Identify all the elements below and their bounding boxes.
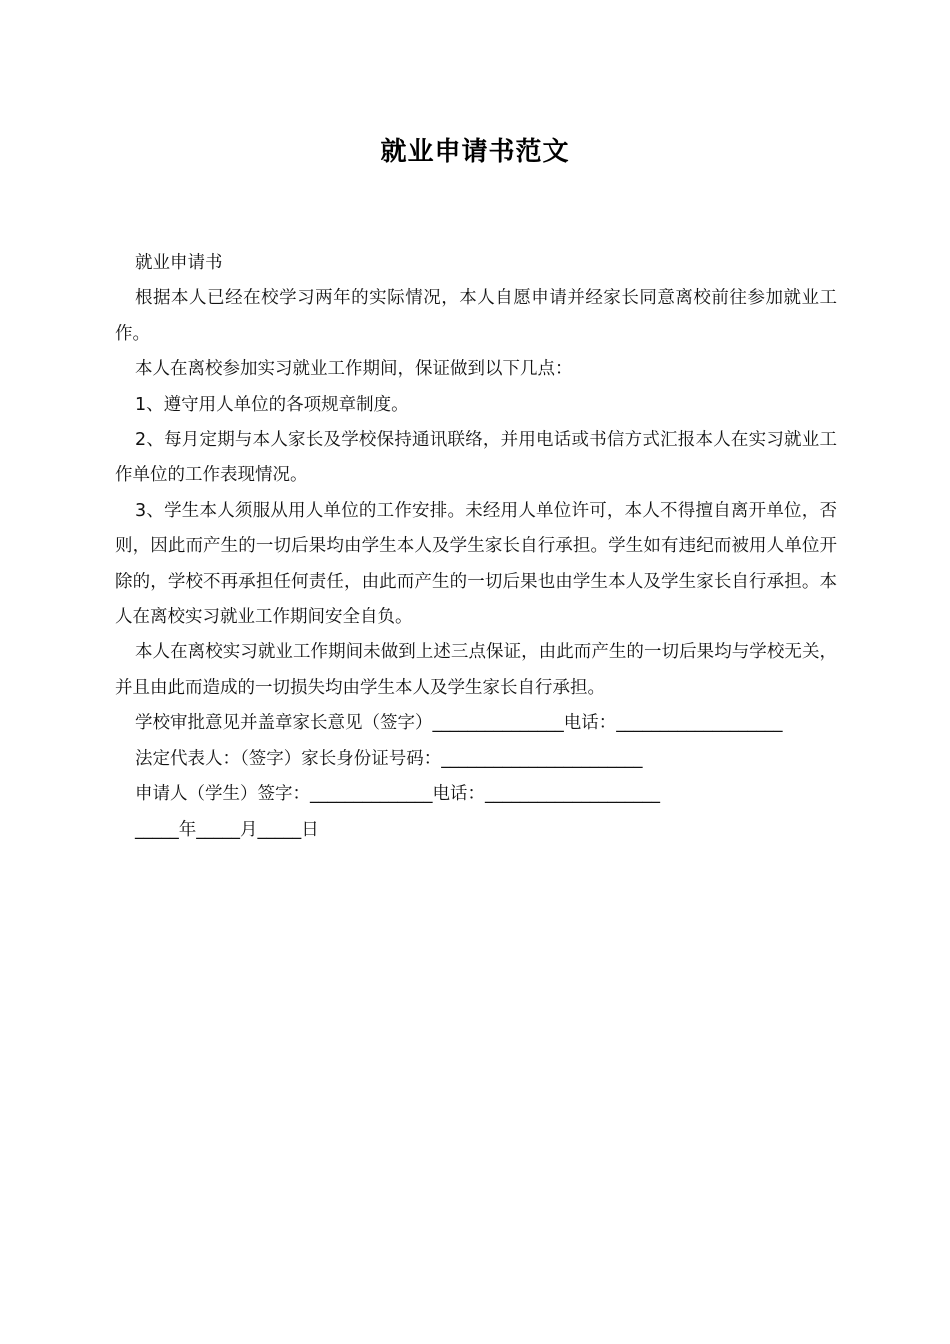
guarantee-item-1: 1、遵守用人单位的各项规章制度。: [135, 394, 409, 415]
document-body: [115, 246, 837, 848]
document-title: 就业申请书范文: [380, 137, 570, 167]
guarantee-intro-paragraph: 本人在离校参加实习就业工作期间，保证做到以下几点：: [135, 359, 573, 380]
date-line: _____年_____月_____日: [135, 819, 319, 840]
letter-heading: 就业申请书: [135, 253, 223, 273]
legal-representative-line: 法定代表人：（签字）家长身份证号码：_______________________: [135, 748, 643, 769]
guarantee-item-3: 3、学生本人须服从用人单位的工作安排。未经用人单位许可，本人不得擅自离开单位，否则，因此而产生的一切后果均由学生本人及学生家长自行承担。学生如有违纪而被用人单位开除的，学校不再承担任何责任，由此而产生的一切后果也由学生本人及学生家长自行承担。本人在离校实习就业工作期间安全自负。: [115, 500, 837, 628]
school-approval-line: 学校审批意见并盖章家长意见（签字）_______________电话：___________________: [135, 713, 783, 734]
liability-paragraph: 本人在离校实习就业工作期间未做到上述三点保证，由此而产生的一切后果均与学校无关，并且由此而造成的一切损失均由学生本人及学生家长自行承担。: [115, 642, 837, 698]
intro-paragraph: 根据本人已经在校学习两年的实际情况，本人自愿申请并经家长同意离校前往参加就业工作。: [115, 288, 837, 344]
applicant-signature-line: 申请人（学生）签字：______________电话：____________________: [135, 784, 660, 805]
guarantee-item-2: 2、每月定期与本人家长及学校保持通讯联络，并用电话或书信方式汇报本人在实习就业工作单位的工作表现情况。: [115, 430, 837, 486]
